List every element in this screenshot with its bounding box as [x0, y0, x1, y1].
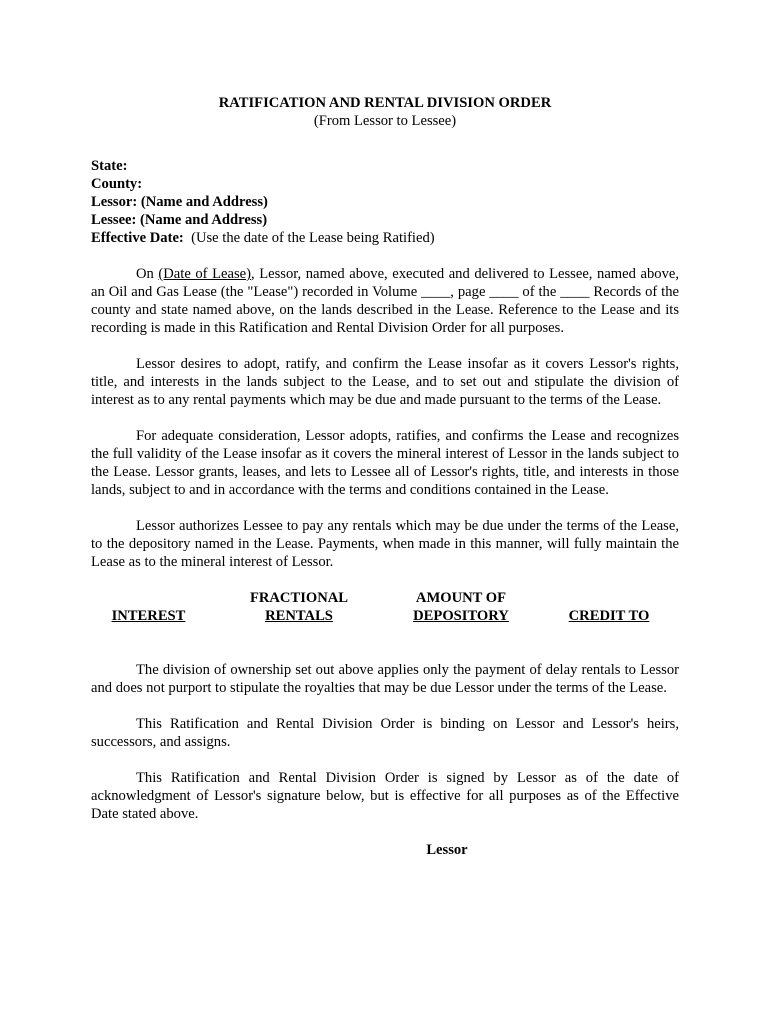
paragraph-on: On — [136, 266, 159, 282]
effective-date-label: Effective Date: — [91, 230, 184, 246]
paragraph-lease-rest: , Lessor, named above, executed and delivered to Lessee, named above, an Oil and Gas Lease (the "Lease") recorded in Volume ____, page ____ of the ____ Records of the county and state named above, on the lands described in the Lease. Reference to the Lease and its recording is made in this Ratification and Rental Division Order for all purposes. — [91, 266, 679, 336]
paragraph-binding: This Ratification and Rental Division Order is binding on Lessor and Lessor's heirs, successors, and assigns. — [91, 716, 679, 750]
column-interest-label: INTEREST — [111, 608, 186, 624]
column-amount-bottom: DEPOSITORY — [413, 608, 509, 624]
column-fractional-top: FRACTIONAL — [249, 590, 349, 606]
paragraph-desire: Lessor desires to adopt, ratify, and confirm the Lease insofar as it covers Lessor's rights, title, and interests in the lands subject to the Lease, and to set out and stipulate the division of interest as to any rental payments which may be due and made pursuant to the terms of the Lease. — [91, 356, 679, 408]
state-field: State: — [91, 158, 128, 174]
signature-block — [91, 823, 679, 859]
date-of-lease-placeholder: (Date of Lease) — [158, 266, 251, 282]
table-spacer — [91, 625, 679, 661]
column-amount-of-depository — [403, 589, 519, 625]
paragraph-lease-reference — [91, 265, 679, 337]
paragraph-authorization: Lessor authorizes Lessee to pay any rentals which may be due under the terms of the Lease, to the depository named in the Lease. Payments, when made in this manner, will fully maintain the Lease as to the mineral interest of Lessor. — [91, 518, 679, 570]
effective-date-field — [91, 229, 679, 247]
document-title: RATIFICATION AND RENTAL DIVISION ORDER — [218, 95, 552, 111]
column-fractional-bottom: RENTALS — [265, 608, 333, 624]
column-credit-label: CREDIT TO — [568, 608, 650, 624]
lessor-field: Lessor: (Name and Address) — [91, 194, 268, 210]
column-fractional-rentals — [239, 589, 359, 625]
paragraph-consideration: For adequate consideration, Lessor adopts, ratifies, and confirms the Lease and recognizes the full validity of the Lease insofar as it covers the mineral interest of Lessor in the lands subject to the Lease. Lessor grants, leases, and lets to Lessee all of Lessor's rights, title, and interests in those lands, subject to and in accordance with the terms and conditions contained in the Lease. — [91, 428, 679, 498]
lessee-field: Lessee: (Name and Address) — [91, 212, 268, 228]
document-subtitle: (From Lessor to Lessee) — [313, 113, 457, 129]
column-interest — [91, 607, 206, 625]
effective-date-note: (Use the date of the Lease being Ratified) — [191, 230, 435, 246]
document-page — [91, 94, 679, 859]
column-amount-top: AMOUNT OF — [415, 590, 507, 606]
county-field: County: — [91, 176, 143, 192]
paragraph-signature-effect: This Ratification and Rental Division Order is signed by Lessor as of the date of acknowledgment of Lessor's signature below, but is effective for all purposes as of the Effective Date stated above. — [91, 770, 679, 822]
rental-division-table-header — [91, 589, 679, 625]
header-fields — [91, 157, 679, 247]
paragraph-division-scope: The division of ownership set out above applies only the payment of delay rentals to Lessor and does not purport to stipulate the royalties that may be due Lessor under the terms of the Lease. — [91, 662, 679, 696]
lessor-signature-label: Lessor — [426, 842, 468, 858]
column-credit-to — [561, 607, 657, 625]
